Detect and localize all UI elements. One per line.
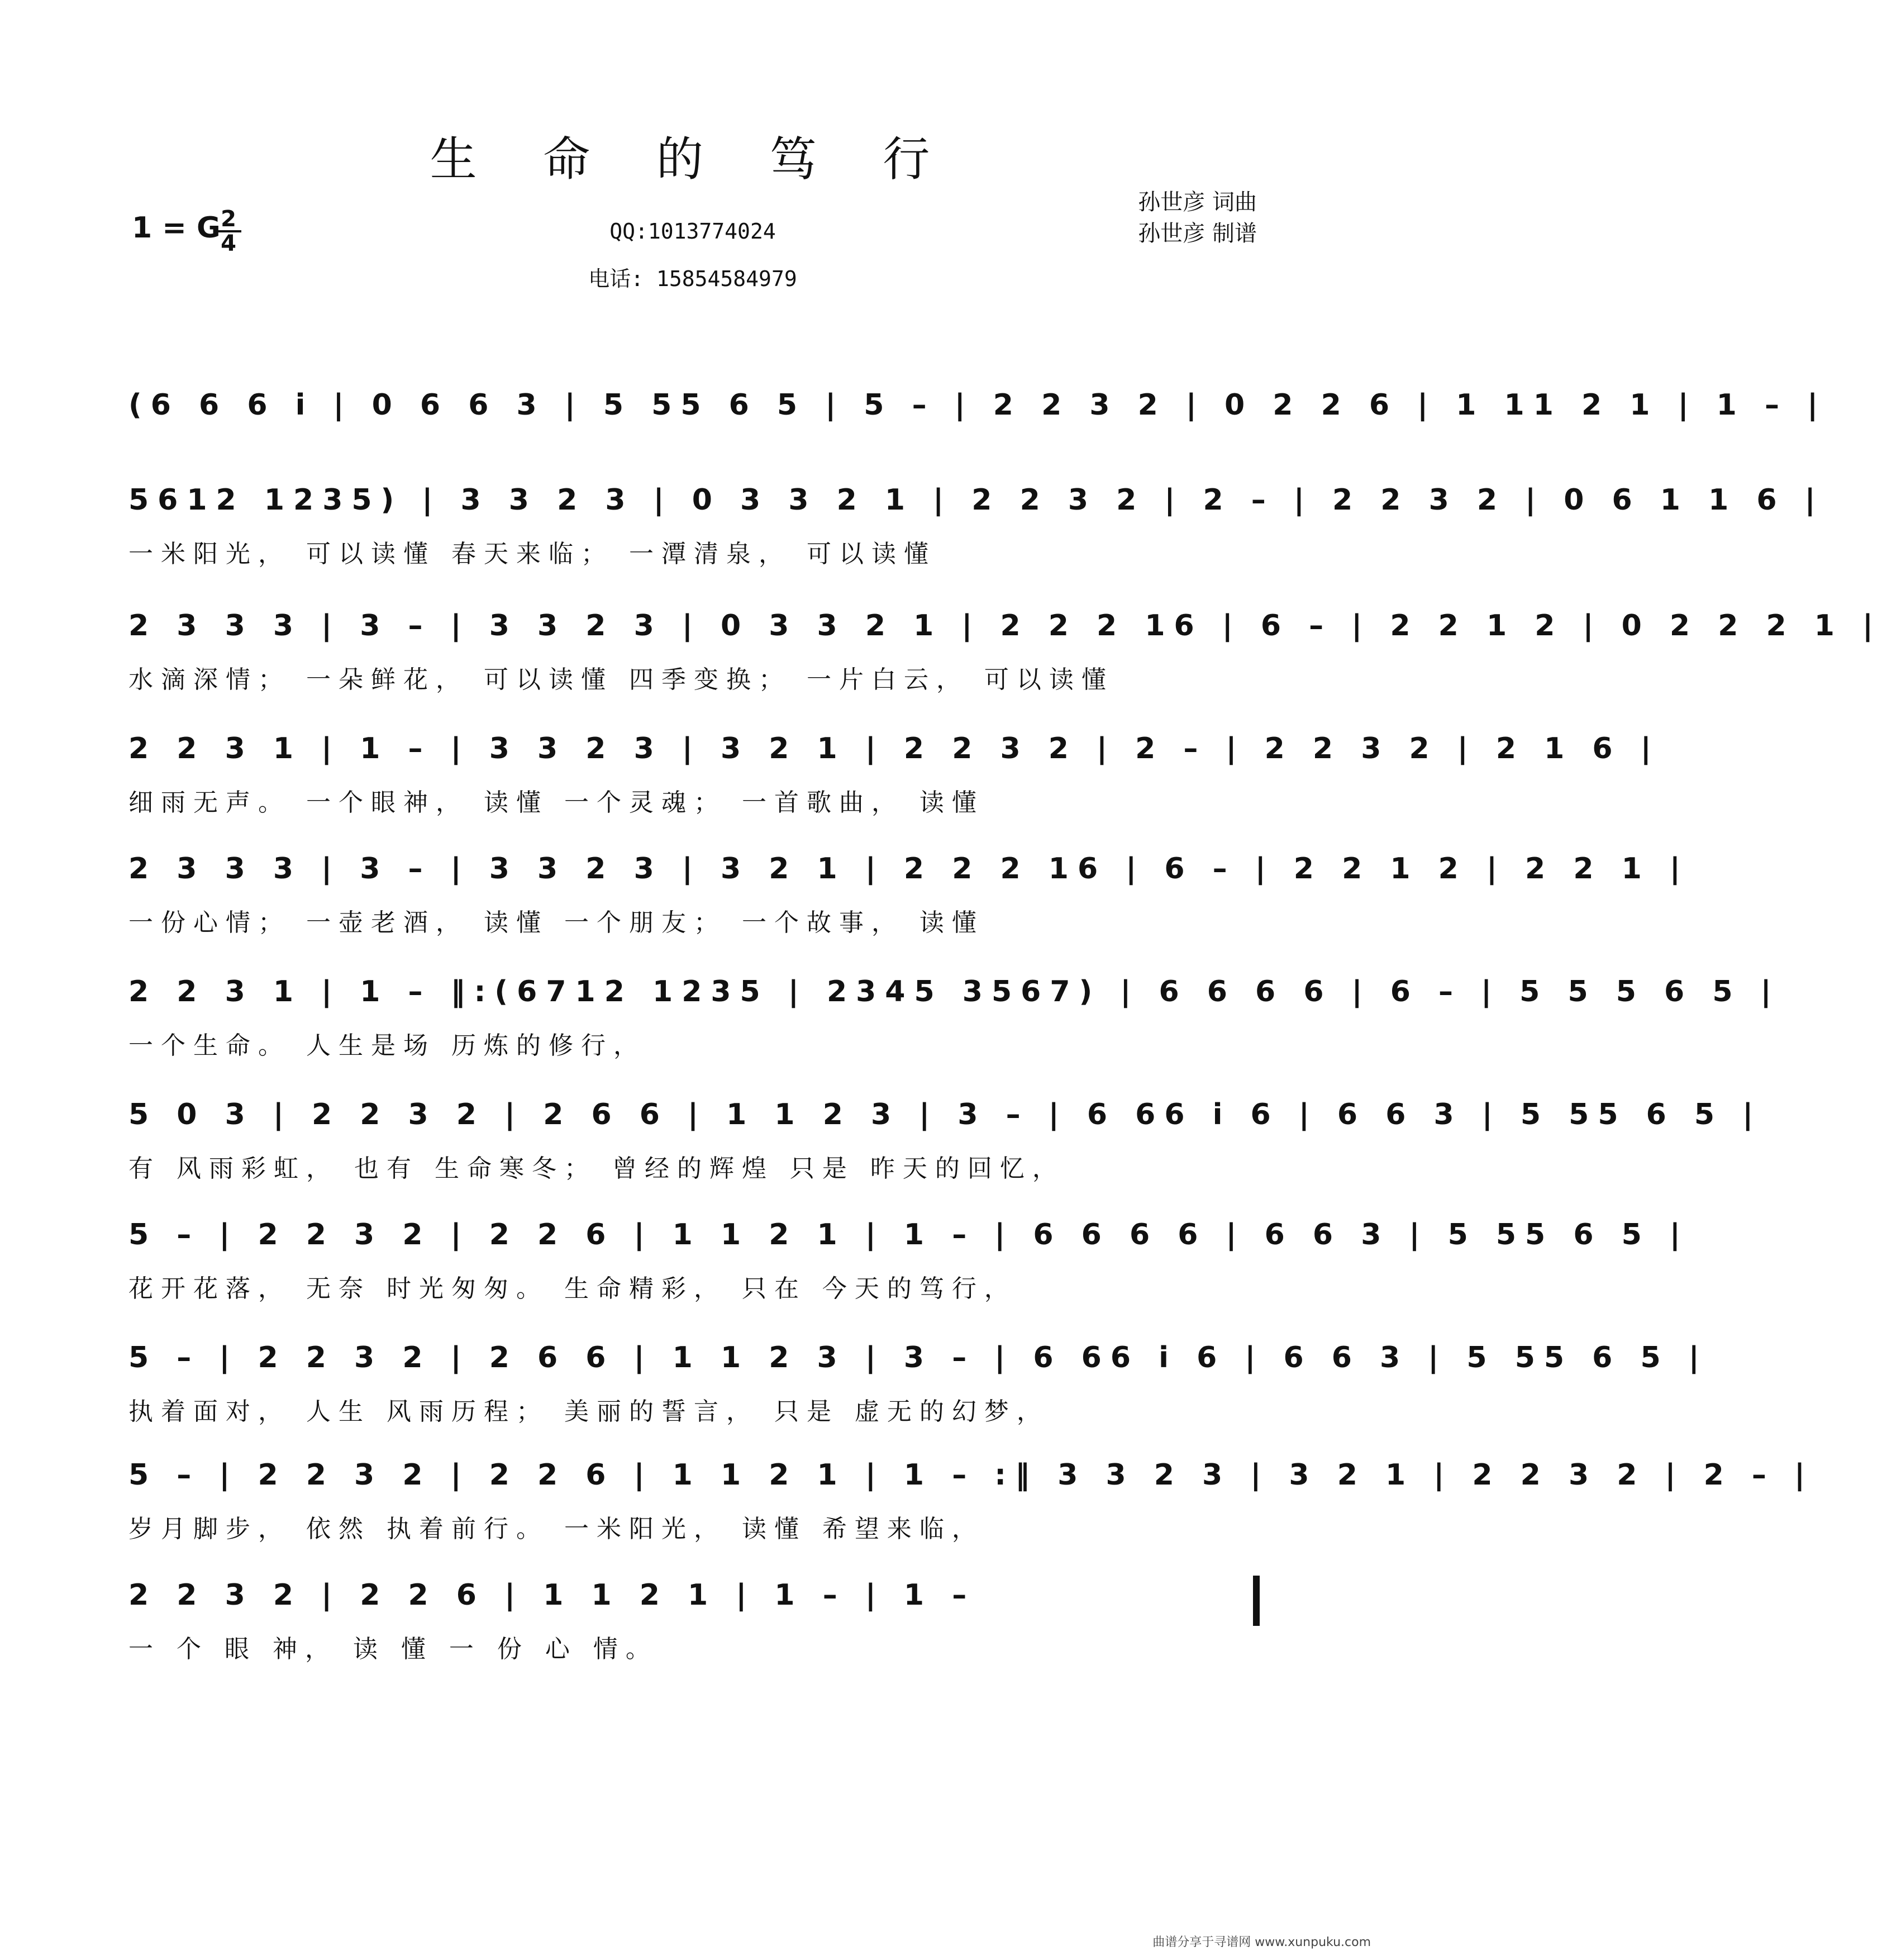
notation-line: 2 3 3 3 | 3 – | 3 3 2 3 | 3 2 1 | 2 2 2 16 | 6 – | 2 2 1 2 | 2 2 1 | [128, 852, 1689, 886]
credit-arranger: 孙世彦 制谱 [1138, 221, 1257, 246]
qq-number: QQ:1013774024 [609, 219, 776, 244]
notation-line: 5 0 3 | 2 2 3 2 | 2 6 6 | 1 1 2 3 | 3 – | 6 66 i 6 | 6 6 3 | 5 55 6 5 | [128, 1098, 1762, 1131]
lyrics-line: 岁月脚步， 依然 执着前行。 一米阳光， 读懂 希望来临， [128, 1515, 984, 1543]
lyrics-line: 水滴深情； 一朵鲜花， 可以读懂 四季变换； 一片白云， 可以读懂 [128, 665, 1114, 694]
notation-line: 5 – | 2 2 3 2 | 2 2 6 | 1 1 2 1 | 1 – :‖ 3 3 2 3 | 3 2 1 | 2 2 3 2 | 2 – | [128, 1458, 1814, 1492]
key-signature: 1 = G [132, 211, 221, 245]
lyrics-line: 执着面对， 人生 风雨历程； 美丽的誓言， 只是 虚无的幻梦， [128, 1397, 1049, 1426]
final-barline [1253, 1576, 1260, 1626]
notation-line: 2 2 3 1 | 1 – | 3 3 2 3 | 3 2 1 | 2 2 3 2 | 2 – | 2 2 3 2 | 2 1 6 | [128, 732, 1660, 765]
lyrics-line: 一 个 眼 神， 读 懂 一 份 心 情。 [128, 1635, 658, 1663]
notation-line: 5 – | 2 2 3 2 | 2 2 6 | 1 1 2 1 | 1 – | 6 6 6 6 | 6 6 3 | 5 55 6 5 | [128, 1218, 1689, 1252]
lyrics-line: 花开花落， 无奈 时光匆匆。 生命精彩， 只在 今天的笃行， [128, 1274, 1017, 1303]
lyrics-line: 有 风雨彩虹， 也有 生命寒冬； 曾经的辉煌 只是 昨天的回忆， [128, 1154, 1065, 1183]
notation-line: 2 2 3 2 | 2 2 6 | 1 1 2 1 | 1 – | 1 – [128, 1578, 976, 1612]
phone-number: 电话: 15854584979 [588, 267, 797, 291]
credits [1138, 187, 1257, 249]
notation-line: 2 2 3 1 | 1 – ‖:(6712 1235 | 2345 3567) | 6 6 6 6 | 6 – | 5 5 5 6 5 | [128, 975, 1780, 1008]
lyrics-line: 细雨无声。 一个眼神， 读懂 一个灵魂； 一首歌曲， 读懂 [128, 788, 984, 817]
song-title: 生 命 的 笃 行 [430, 132, 956, 187]
notation-line: 5 – | 2 2 3 2 | 2 6 6 | 1 1 2 3 | 3 – | 6 66 i 6 | 6 6 3 | 5 55 6 5 | [128, 1341, 1708, 1374]
notation-line: (6 6 6 i | 0 6 6 3 | 5 55 6 5 | 5 – | 2 2 3 2 | 0 2 2 6 | 1 11 2 1 | 1 – | [128, 388, 1827, 422]
credit-composer: 孙世彦 词曲 [1138, 189, 1257, 215]
notation-line: 5612 1235) | 3 3 2 3 | 0 3 3 2 1 | 2 2 3 2 | 2 – | 2 2 3 2 | 0 6 1 1 6 | [128, 483, 1824, 517]
lyrics-line: 一米阳光， 可以读懂 春天来临； 一潭清泉， 可以读懂 [128, 540, 936, 568]
lyrics-line: 一个生命。 人生是场 历炼的修行， [128, 1031, 646, 1060]
time-signature-top: 2 [221, 206, 236, 232]
notation-line: 2 3 3 3 | 3 – | 3 3 2 3 | 0 3 3 2 1 | 2 2 2 16 | 6 – | 2 2 1 2 | 0 2 2 2 1 | [128, 609, 1882, 643]
watermark: 曲谱分享于寻谱网 www.xunpuku.com [1152, 1935, 1371, 1949]
lyrics-line: 一份心情； 一壶老酒， 读懂 一个朋友； 一个故事， 读懂 [128, 908, 984, 937]
time-signature-bottom: 4 [216, 230, 241, 255]
